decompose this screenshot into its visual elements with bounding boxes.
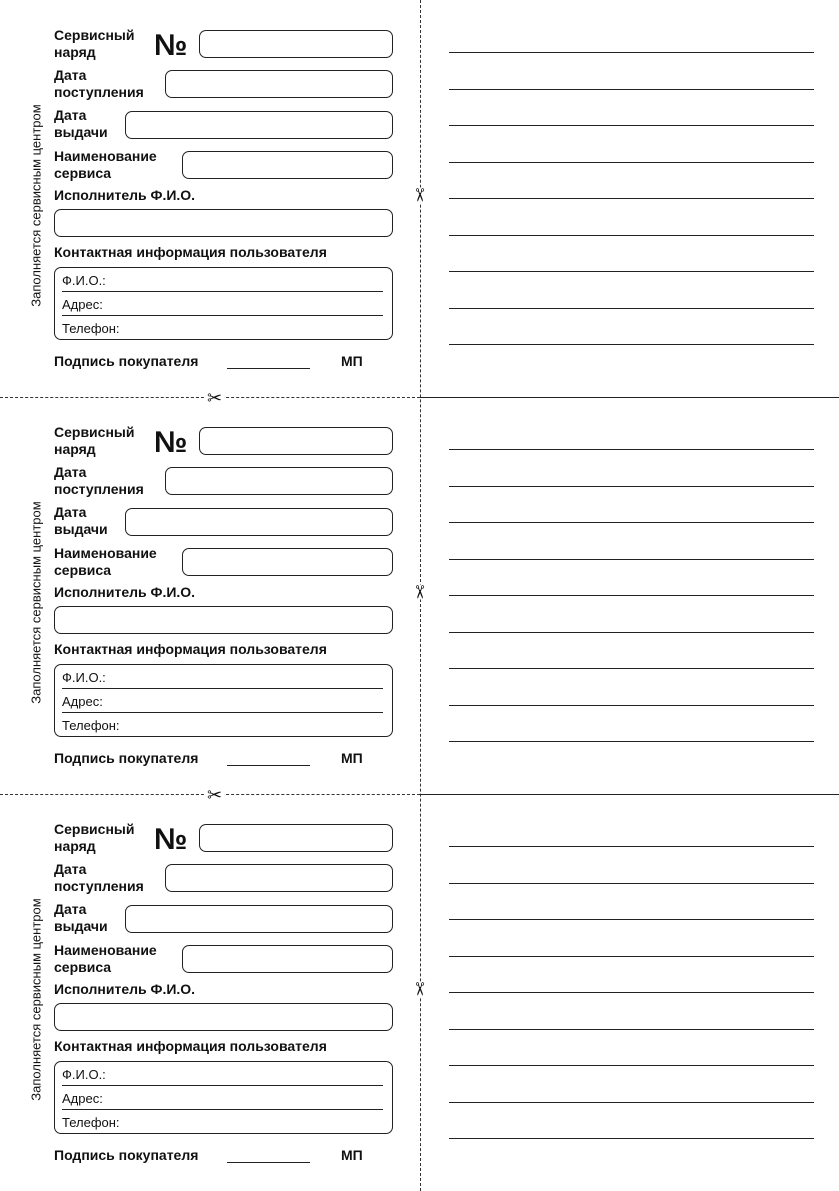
- scissors-icon: ✂: [409, 584, 430, 600]
- service-name-field[interactable]: [182, 151, 393, 179]
- scissors-icon: ✂: [409, 981, 430, 997]
- fio-label: Ф.И.О.:: [62, 670, 106, 685]
- scissors-icon: ✂: [207, 785, 223, 805]
- scissors-icon: ✂: [409, 187, 430, 203]
- executor-field[interactable]: [54, 209, 393, 237]
- issue-date-field[interactable]: [125, 905, 393, 933]
- issue-date-label: Дата выдачи: [54, 504, 108, 537]
- signature-line[interactable]: [227, 368, 310, 369]
- service-coupon-3: [0, 794, 839, 1191]
- contact-info-box: [54, 664, 393, 737]
- number-sign: №: [154, 823, 188, 856]
- notes-line[interactable]: [449, 198, 814, 199]
- side-note: Заполняется сервисным центром: [28, 104, 44, 307]
- fio-line[interactable]: [62, 688, 383, 689]
- notes-line[interactable]: [449, 89, 814, 90]
- side-note: Заполняется сервисным центром: [28, 898, 44, 1101]
- service-name-label: Наименование сервиса: [54, 942, 157, 975]
- signature-label: Подпись покупателя: [54, 750, 199, 766]
- service-name-label: Наименование сервиса: [54, 148, 157, 181]
- received-date-field[interactable]: [165, 70, 393, 98]
- notes-line[interactable]: [449, 1029, 814, 1030]
- notes-line[interactable]: [449, 919, 814, 920]
- stamp-label: МП: [341, 750, 363, 766]
- notes-line[interactable]: [449, 125, 814, 126]
- notes-line[interactable]: [449, 271, 814, 272]
- scissors-icon: ✂: [207, 388, 223, 408]
- received-date-field[interactable]: [165, 467, 393, 495]
- received-date-label: Дата поступления: [54, 67, 144, 100]
- signature-label: Подпись покупателя: [54, 1147, 199, 1163]
- notes-line[interactable]: [449, 1102, 814, 1103]
- executor-label: Исполнитель Ф.И.О.: [54, 187, 196, 203]
- address-label: Адрес:: [62, 694, 103, 709]
- notes-line[interactable]: [449, 162, 814, 163]
- notes-line[interactable]: [449, 522, 814, 523]
- notes-line[interactable]: [449, 956, 814, 957]
- received-date-field[interactable]: [165, 864, 393, 892]
- executor-label: Исполнитель Ф.И.О.: [54, 981, 196, 997]
- stamp-label: МП: [341, 353, 363, 369]
- notes-line[interactable]: [449, 1138, 814, 1139]
- fio-label: Ф.И.О.:: [62, 1067, 106, 1082]
- notes-line[interactable]: [449, 235, 814, 236]
- received-date-label: Дата поступления: [54, 861, 144, 894]
- notes-line[interactable]: [449, 1065, 814, 1066]
- order-label: Сервисный наряд: [54, 27, 135, 60]
- service-name-field[interactable]: [182, 548, 393, 576]
- fio-line[interactable]: [62, 1085, 383, 1086]
- service-coupon-2: [0, 397, 839, 794]
- number-sign: №: [154, 29, 188, 62]
- order-label: Сервисный наряд: [54, 424, 135, 457]
- order-label: Сервисный наряд: [54, 821, 135, 854]
- executor-field[interactable]: [54, 606, 393, 634]
- contact-info-box: [54, 1061, 393, 1134]
- notes-line[interactable]: [449, 705, 814, 706]
- order-number-field[interactable]: [199, 824, 393, 852]
- contact-info-label: Контактная информация пользователя: [54, 244, 327, 260]
- notes-line[interactable]: [449, 668, 814, 669]
- issue-date-label: Дата выдачи: [54, 901, 108, 934]
- order-number-field[interactable]: [199, 30, 393, 58]
- notes-line[interactable]: [449, 741, 814, 742]
- contact-info-box: [54, 267, 393, 340]
- signature-line[interactable]: [227, 765, 310, 766]
- issue-date-label: Дата выдачи: [54, 107, 108, 140]
- issue-date-field[interactable]: [125, 111, 393, 139]
- address-line[interactable]: [62, 1109, 383, 1110]
- service-name-label: Наименование сервиса: [54, 545, 157, 578]
- notes-line[interactable]: [449, 308, 814, 309]
- contact-info-label: Контактная информация пользователя: [54, 641, 327, 657]
- notes-line[interactable]: [449, 992, 814, 993]
- notes-line[interactable]: [449, 486, 814, 487]
- order-number-field[interactable]: [199, 427, 393, 455]
- address-label: Адрес:: [62, 1091, 103, 1106]
- executor-field[interactable]: [54, 1003, 393, 1031]
- side-note: Заполняется сервисным центром: [28, 501, 44, 704]
- notes-line[interactable]: [449, 344, 814, 345]
- service-coupon-1: [0, 0, 839, 397]
- contact-info-label: Контактная информация пользователя: [54, 1038, 327, 1054]
- notes-line[interactable]: [449, 883, 814, 884]
- received-date-label: Дата поступления: [54, 464, 144, 497]
- issue-date-field[interactable]: [125, 508, 393, 536]
- fio-label: Ф.И.О.:: [62, 273, 106, 288]
- notes-line[interactable]: [449, 632, 814, 633]
- notes-line[interactable]: [449, 846, 814, 847]
- number-sign: №: [154, 426, 188, 459]
- signature-label: Подпись покупателя: [54, 353, 199, 369]
- notes-line[interactable]: [449, 595, 814, 596]
- notes-line[interactable]: [449, 449, 814, 450]
- signature-line[interactable]: [227, 1162, 310, 1163]
- address-line[interactable]: [62, 315, 383, 316]
- phone-label: Телефон:: [62, 718, 120, 733]
- address-line[interactable]: [62, 712, 383, 713]
- fio-line[interactable]: [62, 291, 383, 292]
- stamp-label: МП: [341, 1147, 363, 1163]
- address-label: Адрес:: [62, 297, 103, 312]
- service-name-field[interactable]: [182, 945, 393, 973]
- phone-label: Телефон:: [62, 321, 120, 336]
- phone-label: Телефон:: [62, 1115, 120, 1130]
- notes-line[interactable]: [449, 52, 814, 53]
- notes-line[interactable]: [449, 559, 814, 560]
- executor-label: Исполнитель Ф.И.О.: [54, 584, 196, 600]
